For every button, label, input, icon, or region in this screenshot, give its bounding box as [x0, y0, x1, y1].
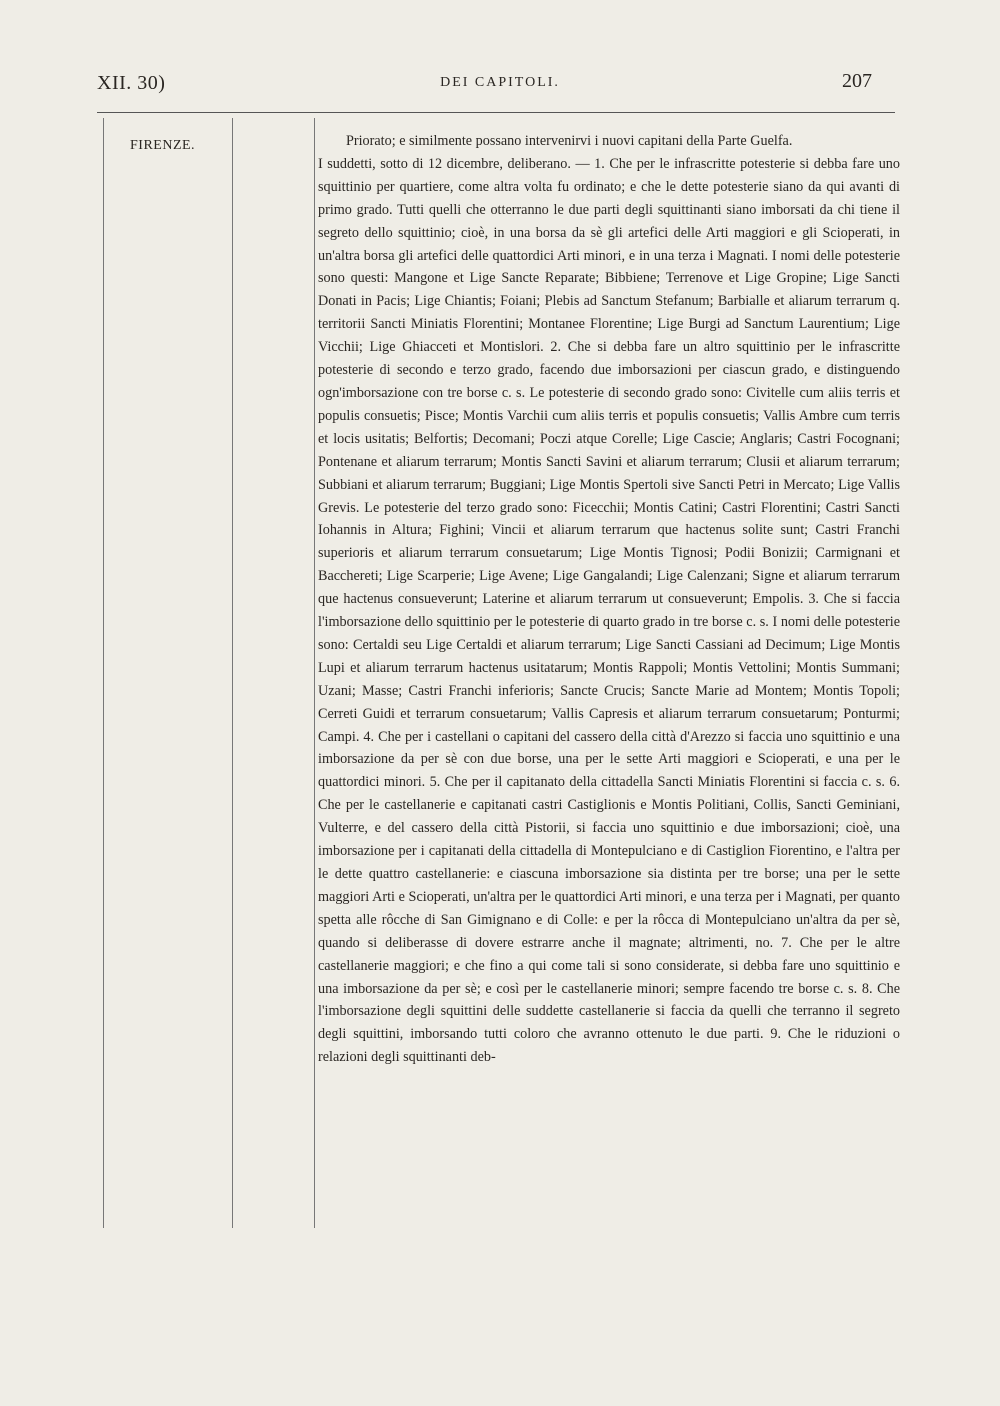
section-number: XII. 30): [97, 72, 166, 94]
paragraph-1: Priorato; e similmente possano intervenirvi i nuovi capitani della Parte Guelfa.: [346, 133, 793, 149]
running-title: DEI CAPITOLI.: [440, 75, 560, 90]
header-rule: [97, 112, 895, 113]
margin-rule-left: [103, 118, 104, 1228]
page-number: 207: [842, 70, 872, 92]
margin-rule-right: [314, 118, 315, 1228]
body-text: [318, 130, 900, 1069]
margin-rule-middle: [232, 118, 233, 1228]
paragraph-2: I suddetti, sotto di 12 dicembre, deliberano. — 1. Che per le infrascritte potesterie si debba fare uno squittinio per quartiere, come altra volta fu ordinato; e che le dette potesterie siano da qui avanti di primo grado. Tutti quelli che otterranno le due parti degli squittinanti siano imborsati da chi tiene il segreto dello squittinio; cioè, in una borsa da sè gli artefici delle Arti maggiori e gli Scioperati, in un'altra borsa gli artefici delle quattordici Arti minori, e in una terza i Magnati. I nomi delle potesterie sono questi: Mangone et Lige Sancte Reparate; Bibbiene; Terrenove et Lige Gropine; Lige Sancti Donati in Pacis; Lige Chiantis; Foiani; Plebis ad Sanctum Stefanum; Barbialle et aliarum terrarum q. territorii Sancti Miniatis Florentini; Montanee Florentine; Lige Burgi ad Sanctum Laurentium; Lige Vicchii; Lige Ghiacceti et Montislori. 2. Che si debba fare un altro squittinio per le infrascritte potesterie di secondo e terzo grado, facendo due imborsazioni per ciascun grado, e distinguendo ogn'imborsazione con tre borse c. s. Le potesterie di secondo grado sono: Civitelle cum aliis terris et populis consuetis; Pisce; Montis Varchii cum aliis terris et populis consuetis; Vallis Ambre cum terris et locis usitatis; Belfortis; Decomani; Poczi atque Corelle; Lige Cascie; Anglaris; Castri Focognani; Pontenane et aliarum terrarum; Montis Sancti Savini et aliarum terrarum; Clusii et aliarum terrarum; Subbiani et aliarum terrarum; Buggiani; Lige Montis Spertoli sive Sancti Petri in Mercato; Lige Vallis Grevis. Le potesterie del terzo grado sono: Ficecchii; Montis Catini; Castri Florentini; Castri Sancti Iohannis in Altura; Fighini; Vincii et aliarum terrarum que hactenus solite sunt; Castri Franchi superioris et aliarum terrarum consuetarum; Lige Montis Tignosi; Podii Bonizii; Carmignani et Bacchereti; Lige Scarperie; Lige Avene; Lige Gangalandi; Lige Calenzani; Signe et aliarum terrarum que hactenus consueverunt; Laterine et aliarum terrarum ut consueverunt; Empolis. 3. Che si faccia l'imborsazione dello squittinio per le potesterie di quarto grado in tre borse c. s. I nomi delle potesterie sono: Certaldi seu Lige Certaldi et aliarum terrarum; Lige Sancti Cassiani ad Decimum; Lige Montis Lupi et aliarum terrarum hactenus usitatarum; Montis Rappoli; Montis Vettolini; Montis Summani; Uzani; Masse; Castri Franchi inferioris; Sancte Crucis; Sancte Marie ad Montem; Montis Topoli; Cerreti Guidi et terrarum consuetarum; Vallis Capresis et aliarum terrarum consuetarum; Ponturmi; Campi. 4. Che per i castellani o capitani del cassero della città d'Arezzo si faccia uno squittinio e una imborsazione da per sè con due borse, una per le sette Arti maggiori e Scioperati, e una per le quattordici minori. 5. Che per il capitanato della cittadella Sancti Miniatis Florentini si faccia c. s. 6. Che per le castellanerie e capitanati castri Castiglionis e Montis Politiani, Collis, Sancti Geminiani, Vulterre, e del cassero della città Pistorii, si faccia uno squittinio e due imborsazioni; cioè, una imborsazione per i capitanati della cittadella di Montepulciano e di Castiglion Fiorentino, e l'altra per le dette quattro castellanerie: e ciascuna imborsazione sia distinta per tre borse; una per le sette maggiori Arti e Scioperati, un'altra per le quattordici Arti minori, e una terza per i Magnati, per quanto spetta alle rôcche di San Gimignano e di Colle: e per la rôcca di Montepulciano un'altra da per sè, quando si deliberasse di dovere estrarre anche il magnate; altrimenti, no. 7. Che per le altre castellanerie maggiori; e che fino a qui come tali si sono considerate, si debba fare uno squittinio e una imborsazione da per sè; e così per le castellanerie minori; sempre facendo tre borse c. s. 8. Che l'imborsazione degli squittini delle suddette castellanerie si faccia da quelli che terranno il segreto degli squittini, imborsando tutti coloro che avranno ottenuto le due parti. 9. Che le riduzioni o relazioni degli squittinanti deb-: [318, 155, 900, 1066]
margin-place-label: FIRENZE.: [130, 138, 196, 153]
